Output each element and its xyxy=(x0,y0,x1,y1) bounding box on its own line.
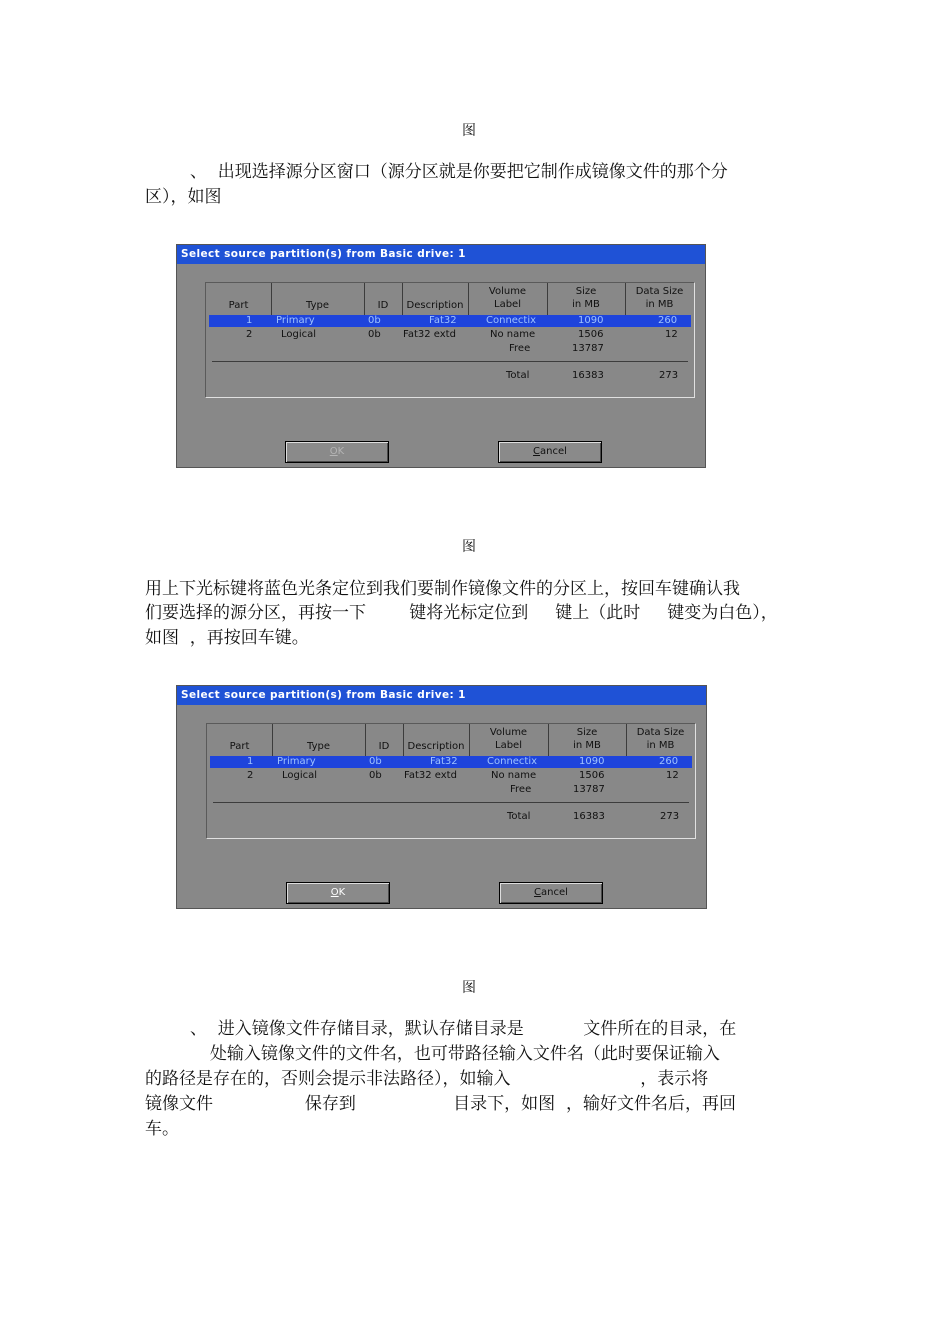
header-volume-line2: Label xyxy=(494,299,521,310)
row1-label[interactable]: Connectix xyxy=(486,315,537,326)
cancel-button[interactable]: Cancel xyxy=(498,441,602,463)
header-description: Description xyxy=(407,741,465,752)
row1-data[interactable]: 260 xyxy=(659,756,679,767)
header-part: Part xyxy=(229,741,250,752)
row2-label[interactable]: No name xyxy=(490,329,536,340)
header-data-line1: Data Size xyxy=(636,727,685,738)
row1-part[interactable]: 1 xyxy=(246,315,253,326)
dialog-title: Select source partition(s) from Basic drive: 1 xyxy=(177,686,706,705)
header-volume-line1: Volume xyxy=(489,727,528,738)
paragraph-line: 们要选择的源分区，再按一下 键将光标定位到 键上（此时 键变为白色）， xyxy=(145,603,778,623)
ghost-dialog-2 xyxy=(176,685,707,909)
header-size-line2: in MB xyxy=(572,299,600,310)
free-label: Free xyxy=(510,784,532,795)
free-label: Free xyxy=(509,343,531,354)
total-label: Total xyxy=(507,811,531,822)
header-size-line1: Size xyxy=(575,286,597,297)
paragraph-line: 区），如图 xyxy=(145,187,222,207)
paragraph-line: 如图 ，再按回车键。 xyxy=(145,628,309,648)
dialog-title: Select source partition(s) from Basic drive: 1 xyxy=(177,245,705,264)
total-label: Total xyxy=(506,370,530,381)
figure-caption: 图 xyxy=(462,980,476,996)
row1-id[interactable]: 0b xyxy=(369,756,382,767)
ghost-dialog-1 xyxy=(176,244,706,468)
row2-description[interactable]: Fat32 extd xyxy=(404,770,457,781)
row2-type[interactable]: Logical xyxy=(282,770,318,781)
row1-size[interactable]: 1090 xyxy=(579,756,605,767)
row1-id[interactable]: 0b xyxy=(368,315,381,326)
total-size: 16383 xyxy=(573,811,605,822)
figure-caption: 图 xyxy=(462,539,476,555)
header-size-line1: Size xyxy=(576,727,598,738)
row1-data[interactable]: 260 xyxy=(658,315,678,326)
free-size: 13787 xyxy=(573,784,605,795)
row2-size[interactable]: 1506 xyxy=(579,770,605,781)
ok-button[interactable]: OK xyxy=(286,882,390,904)
row1-description[interactable]: Fat32 xyxy=(430,756,458,767)
header-size-line2: in MB xyxy=(573,740,601,751)
partition-table xyxy=(205,282,695,398)
total-size: 16383 xyxy=(572,370,604,381)
header-description: Description xyxy=(406,300,464,311)
paragraph-line: 用上下光标键将蓝色光条定位到我们要制作镜像文件的分区上，按回车键确认我 xyxy=(145,579,740,599)
paragraph-line: 处输入镜像文件的文件名，也可带路径输入文件名（此时要保证输入 xyxy=(145,1044,720,1064)
paragraph-line: 、 进入镜像文件存储目录，默认存储目录是 文件所在的目录，在 xyxy=(190,1019,737,1039)
header-data-line2: in MB xyxy=(645,299,674,310)
row1-type[interactable]: Primary xyxy=(277,756,316,767)
row2-data[interactable]: 12 xyxy=(666,770,679,781)
total-data: 273 xyxy=(660,811,680,822)
total-data: 273 xyxy=(659,370,679,381)
ok-button[interactable]: OK xyxy=(285,441,389,463)
row1-type[interactable]: Primary xyxy=(276,315,315,326)
row2-id[interactable]: 0b xyxy=(368,329,381,340)
row1-size[interactable]: 1090 xyxy=(578,315,604,326)
row2-data[interactable]: 12 xyxy=(665,329,678,340)
row2-part[interactable]: 2 xyxy=(246,329,253,340)
paragraph-line: 、 出现选择源分区窗口（源分区就是你要把它制作成镜像文件的那个分 xyxy=(190,162,728,182)
header-id: ID xyxy=(377,300,389,311)
header-volume-line1: Volume xyxy=(488,286,527,297)
row2-type[interactable]: Logical xyxy=(281,329,317,340)
row2-part[interactable]: 2 xyxy=(247,770,254,781)
header-volume-line2: Label xyxy=(495,740,522,751)
header-data-line1: Data Size xyxy=(635,286,684,297)
cancel-button[interactable]: Cancel xyxy=(499,882,603,904)
header-id: ID xyxy=(378,741,390,752)
paragraph-line: 车。 xyxy=(145,1119,179,1139)
partition-table xyxy=(206,723,696,839)
row1-label[interactable]: Connectix xyxy=(487,756,538,767)
row2-label[interactable]: No name xyxy=(491,770,537,781)
paragraph-line: 镜像文件 保存到 目录下，如图 ，输好文件名后，再回 xyxy=(145,1094,736,1114)
row2-size[interactable]: 1506 xyxy=(578,329,604,340)
paragraph-line: 的路径是存在的，否则会提示非法路径），如输入 ，表示将 xyxy=(145,1069,709,1089)
row1-description[interactable]: Fat32 xyxy=(429,315,457,326)
row1-part[interactable]: 1 xyxy=(247,756,254,767)
header-type: Type xyxy=(307,741,330,752)
figure-caption: 图 xyxy=(462,123,476,139)
header-type: Type xyxy=(306,300,329,311)
header-data-line2: in MB xyxy=(646,740,675,751)
header-part: Part xyxy=(228,300,249,311)
row2-description[interactable]: Fat32 extd xyxy=(403,329,456,340)
row2-id[interactable]: 0b xyxy=(369,770,382,781)
free-size: 13787 xyxy=(572,343,604,354)
